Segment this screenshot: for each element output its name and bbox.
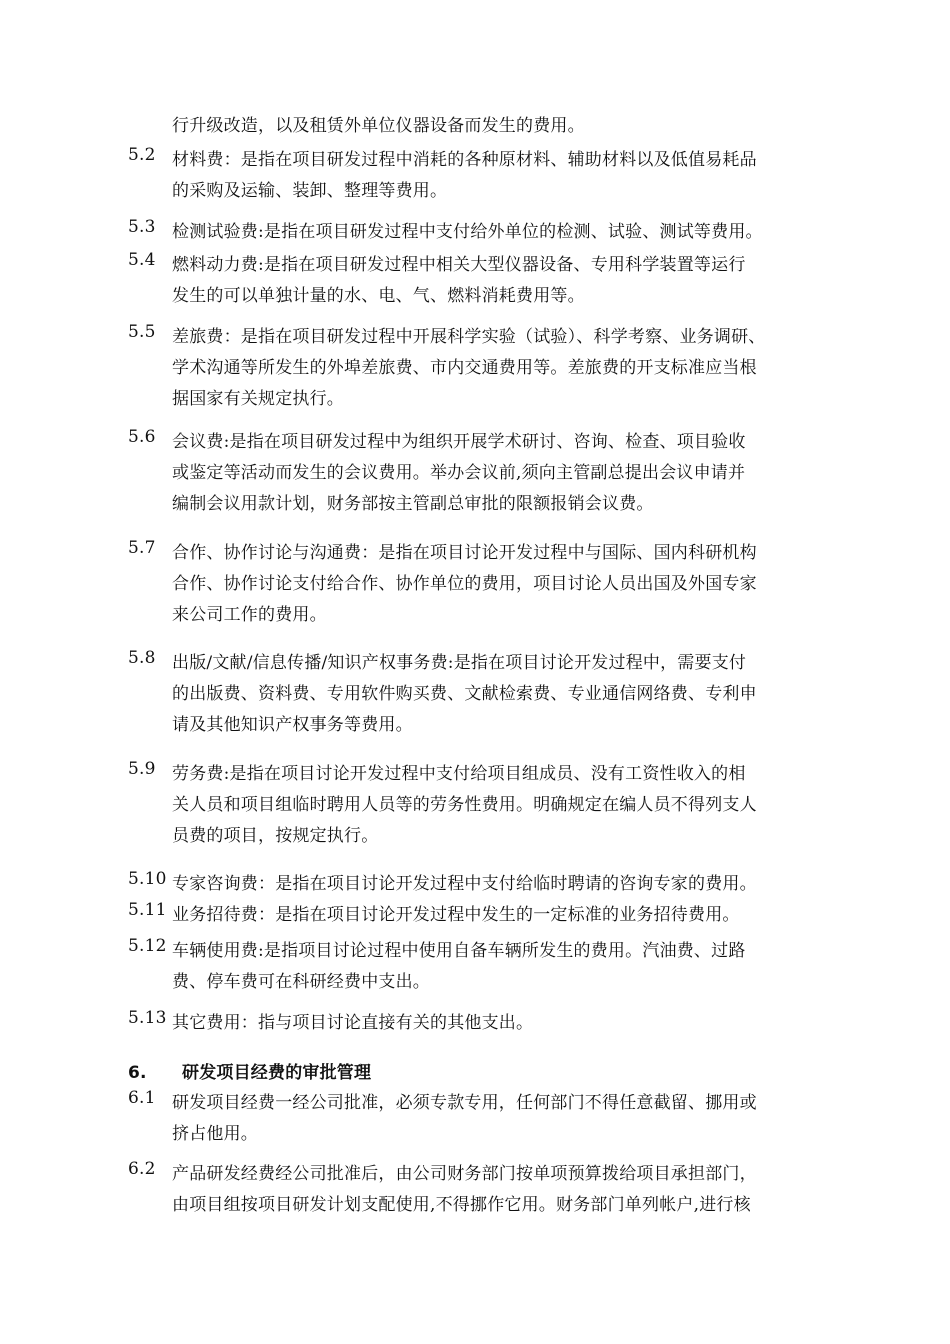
continuation-line: 行升级改造，以及租赁外单位仪器设备而发生的费用。: [172, 116, 585, 136]
item-line: 检测试验费:是指在项目研发过程中支付给外单位的检测、试验、测试等费用。: [172, 222, 763, 242]
item-body: [172, 322, 842, 415]
item-line: 的出版费、资料费、专用软件购买费、文献检索费、专业通信网络费、专利申: [172, 684, 757, 704]
item-line: 员费的项目，按规定执行。: [172, 826, 379, 846]
item-line: 编制会议用款计划，财务部按主管副总审批的限额报销会议费。: [172, 494, 654, 514]
item-line: 关人员和项目组临时聘用人员等的劳务性费用。明确规定在编人员不得列支人: [172, 795, 757, 815]
item-line: 材料费：是指在项目研发过程中消耗的各种原材料、辅助材料以及低值易耗品: [172, 150, 757, 170]
item-number: 5.5: [128, 322, 156, 342]
item-body: [172, 538, 842, 631]
item-number: 6.2: [128, 1159, 156, 1179]
item-number: 5.10: [128, 869, 167, 889]
item-line: 出版/文献/信息传播/知识产权事务费:是指在项目讨论开发过程中，需要支付: [172, 653, 747, 673]
item-line: 的采购及运输、装卸、整理等费用。: [172, 181, 448, 201]
item-line: 燃料动力费:是指在项目研发过程中相关大型仪器设备、专用科学装置等运行: [172, 255, 746, 275]
item-line: 费、停车费可在科研经费中支出。: [172, 972, 430, 992]
item-number: 5.3: [128, 217, 156, 237]
item-body: [172, 648, 842, 741]
item-line: 挤占他用。: [172, 1124, 258, 1144]
item-line: 来公司工作的费用。: [172, 605, 327, 625]
item-line: 其它费用：指与项目讨论直接有关的其他支出。: [172, 1013, 534, 1033]
item-number: 5.6: [128, 427, 156, 447]
item-line: 发生的可以单独计量的水、电、气、燃料消耗费用等。: [172, 286, 585, 306]
item-body: [172, 936, 842, 998]
item-line: 据国家有关规定执行。: [172, 389, 344, 409]
item-line: 请及其他知识产权事务等费用。: [172, 715, 413, 735]
item-number: 5.13: [128, 1008, 167, 1028]
item-body: [172, 250, 842, 312]
item-line: 专家咨询费：是指在项目讨论开发过程中支付给临时聘请的咨询专家的费用。: [172, 874, 757, 894]
item-body: [172, 427, 842, 520]
item-number: 5.12: [128, 936, 167, 956]
item-line: 产品研发经费经公司批准后，由公司财务部门按单项预算拨给项目承担部门，: [172, 1164, 757, 1184]
item-number: 6.1: [128, 1088, 156, 1108]
item-body: [172, 1159, 842, 1221]
item-line: 由项目组按项目研发计划支配使用,不得挪作它用。财务部门单列帐户,进行核: [172, 1195, 751, 1215]
item-body: [172, 217, 842, 248]
item-number: 5.9: [128, 759, 156, 779]
item-body: [172, 1008, 842, 1039]
item-body: [172, 869, 842, 900]
item-number: 5.8: [128, 648, 156, 668]
item-line: 合作、协作讨论与沟通费：是指在项目讨论开发过程中与国际、国内科研机构: [172, 543, 757, 563]
item-body: [172, 900, 842, 931]
item-line: 劳务费:是指在项目讨论开发过程中支付给项目组成员、没有工资性收入的相: [172, 764, 746, 784]
heading-number: 6.: [128, 1063, 147, 1083]
item-line: 研发项目经费一经公司批准，必须专款专用，任何部门不得任意截留、挪用或: [172, 1093, 757, 1113]
item-line: 学术沟通等所发生的外埠差旅费、市内交通费用等。差旅费的开支标准应当根: [172, 358, 757, 378]
item-line: 业务招待费：是指在项目讨论开发过程中发生的一定标准的业务招待费用。: [172, 905, 740, 925]
item-number: 5.11: [128, 900, 167, 920]
item-body: [172, 1088, 842, 1150]
item-number: 5.7: [128, 538, 156, 558]
item-line: 差旅费：是指在项目研发过程中开展科学实验（试验）、科学考察、业务调研、: [172, 327, 766, 347]
item-line: 或鉴定等活动而发生的会议费用。举办会议前,须向主管副总提出会议申请并: [172, 463, 746, 483]
item-body: [172, 759, 842, 852]
item-number: 5.2: [128, 145, 156, 165]
item-body: [172, 145, 842, 207]
item-line: 车辆使用费:是指项目讨论过程中使用自备车辆所发生的费用。汽油费、过路: [172, 941, 746, 961]
item-line: 会议费:是指在项目研发过程中为组织开展学术研讨、咨询、检查、项目验收: [172, 432, 746, 452]
item-number: 5.4: [128, 250, 156, 270]
heading-text: 研发项目经费的审批管理: [182, 1063, 372, 1083]
item-line: 合作、协作讨论支付给合作、协作单位的费用，项目讨论人员出国及外国专家: [172, 574, 757, 594]
